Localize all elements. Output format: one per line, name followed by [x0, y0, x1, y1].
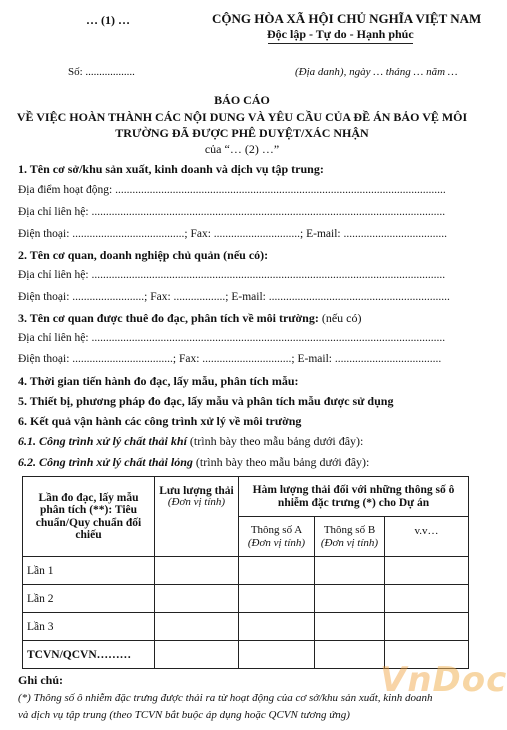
motto-underline: [268, 43, 413, 44]
table-cell: [239, 641, 315, 669]
section-3-heading: [18, 311, 361, 326]
col-sampling-header: Lần đo đạc, lấy mẫu phân tích (**): Tiêu chuẩn/Quy chuẩn đối chiếu: [23, 477, 155, 557]
table-cell: [385, 557, 469, 585]
results-table: [22, 476, 469, 669]
report-subtitle-line1: VỀ VIỆC HOÀN THÀNH CÁC NỘI DUNG VÀ YÊU CẦU CỦA ĐỀ ÁN BẢO VỆ MÔI: [16, 110, 468, 124]
col-flow-title: Lưu lượng thải: [159, 485, 234, 497]
table-cell: [315, 557, 385, 585]
table-row: [23, 557, 469, 585]
table-cell: [385, 585, 469, 613]
motto: Độc lập - Tự do - Hạnh phúc: [267, 27, 414, 41]
param-b-header: [315, 517, 385, 557]
report-title: BÁO CÁO: [214, 93, 270, 107]
section-2-phone: Điện thoại: .........................; Fax: ..................; E-mail: ...............................................................: [18, 291, 450, 303]
table-cell: [155, 585, 239, 613]
section-6-2: [18, 455, 369, 470]
table-cell: [315, 585, 385, 613]
param-a-label: Thông số A: [250, 523, 303, 536]
table-cell: [315, 613, 385, 641]
table-cell: [155, 557, 239, 585]
table-row: [23, 613, 469, 641]
row-label: Lần 2: [23, 585, 155, 613]
table-row: [23, 585, 469, 613]
watermark-part1: Vn: [380, 660, 433, 700]
section-2-heading: 2. Tên cơ quan, doanh nghiệp chủ quản (nếu có):: [18, 248, 269, 262]
section-1-address: Địa điểm hoạt động: ...................................................................................................................: [18, 184, 446, 196]
section-6-2-lead: 6.2. Công trình xử lý chất thải lỏng: [18, 455, 193, 469]
section-1-phone: Điện thoại: .......................................; Fax: ..............................; E-mail: ....................................: [18, 228, 447, 240]
place-date: (Địa danh), ngày … tháng … năm …: [295, 66, 458, 78]
table-cell: [315, 641, 385, 669]
report-subtitle-line2: TRƯỜNG ĐÃ ĐƯỢC PHÊ DUYỆT/XÁC NHẬN: [115, 126, 369, 140]
section-1-contact: Địa chỉ liên hệ: ...........................................................................................................................: [18, 206, 446, 218]
section-3-phone: Điện thoại: ...................................; Fax: ...............................; E-mail: .....................................: [18, 353, 442, 365]
section-6-2-rest: (trình bày theo mẫu bảng dưới đây):: [192, 455, 370, 469]
col-flow-header: [155, 477, 239, 557]
section-6-1-lead: 6.1. Công trình xử lý chất thải khí: [18, 434, 187, 448]
param-b-label: Thông số B: [323, 523, 376, 536]
table-cell: [239, 613, 315, 641]
agency-code: … (1) …: [86, 13, 130, 27]
param-b-unit: (Đơn vị tính): [320, 536, 379, 549]
row-label: Lần 1: [23, 557, 155, 585]
row-label: Lần 3: [23, 613, 155, 641]
section-6-heading: 6. Kết quả vận hành các công trình xử lý về môi trường: [18, 414, 302, 428]
table-cell: [155, 641, 239, 669]
section-3-contact: Địa chỉ liên hệ: ...........................................................................................................................: [18, 332, 446, 344]
note-1-line1: (*) Thông số ô nhiễm đặc trưng được thải ra từ hoạt động của cơ sở/khu sản xuất, kinh doanh: [18, 692, 433, 704]
notes-heading: Ghi chú:: [18, 673, 64, 687]
table-cell: [385, 613, 469, 641]
param-a-header: [239, 517, 315, 557]
nation-title: CỘNG HÒA XÃ HỘI CHỦ NGHĨA VIỆT NAM: [212, 11, 482, 26]
table-cell: [239, 585, 315, 613]
section-5-heading: 5. Thiết bị, phương pháp đo đạc, lấy mẫu và phân tích mẫu được sử dụng: [18, 394, 394, 408]
section-3-heading-bold: 3. Tên cơ quan được thuê đo đạc, phân tích về môi trường:: [18, 311, 319, 325]
table-cell: [155, 613, 239, 641]
col-flow-unit: (Đơn vị tính): [167, 496, 226, 509]
document-number: Số: ..................: [68, 66, 135, 78]
col-pollutants-header: Hàm lượng thải đối với những thông số ô nhiễm đặc trưng (*) cho Dự án: [239, 477, 469, 517]
section-3-heading-note: (nếu có): [318, 311, 362, 325]
table-cell: [239, 557, 315, 585]
param-a-unit: (Đơn vị tính): [247, 536, 306, 549]
watermark-part2: Doc: [432, 660, 507, 700]
report-of: của “… (2) …”: [204, 142, 280, 156]
section-6-1-rest: (trình bày theo mẫu bảng dưới đây):: [186, 434, 364, 448]
section-1-heading: 1. Tên cơ sở/khu sản xuất, kinh doanh và dịch vụ tập trung:: [18, 162, 324, 176]
param-etc-header: v.v…: [385, 517, 469, 557]
section-4-heading: 4. Thời gian tiến hành đo đạc, lấy mẫu, phân tích mẫu:: [18, 374, 299, 388]
note-1-line2: và dịch vụ tập trung (theo TCVN bắt buộc áp dụng hoặc QCVN tương ứng): [18, 709, 350, 721]
section-2-contact: Địa chỉ liên hệ: ...........................................................................................................................: [18, 269, 446, 281]
vndoc-watermark-logo: [380, 660, 507, 700]
section-6-1: [18, 434, 363, 449]
row-label: TCVN/QCVN………: [23, 641, 155, 669]
